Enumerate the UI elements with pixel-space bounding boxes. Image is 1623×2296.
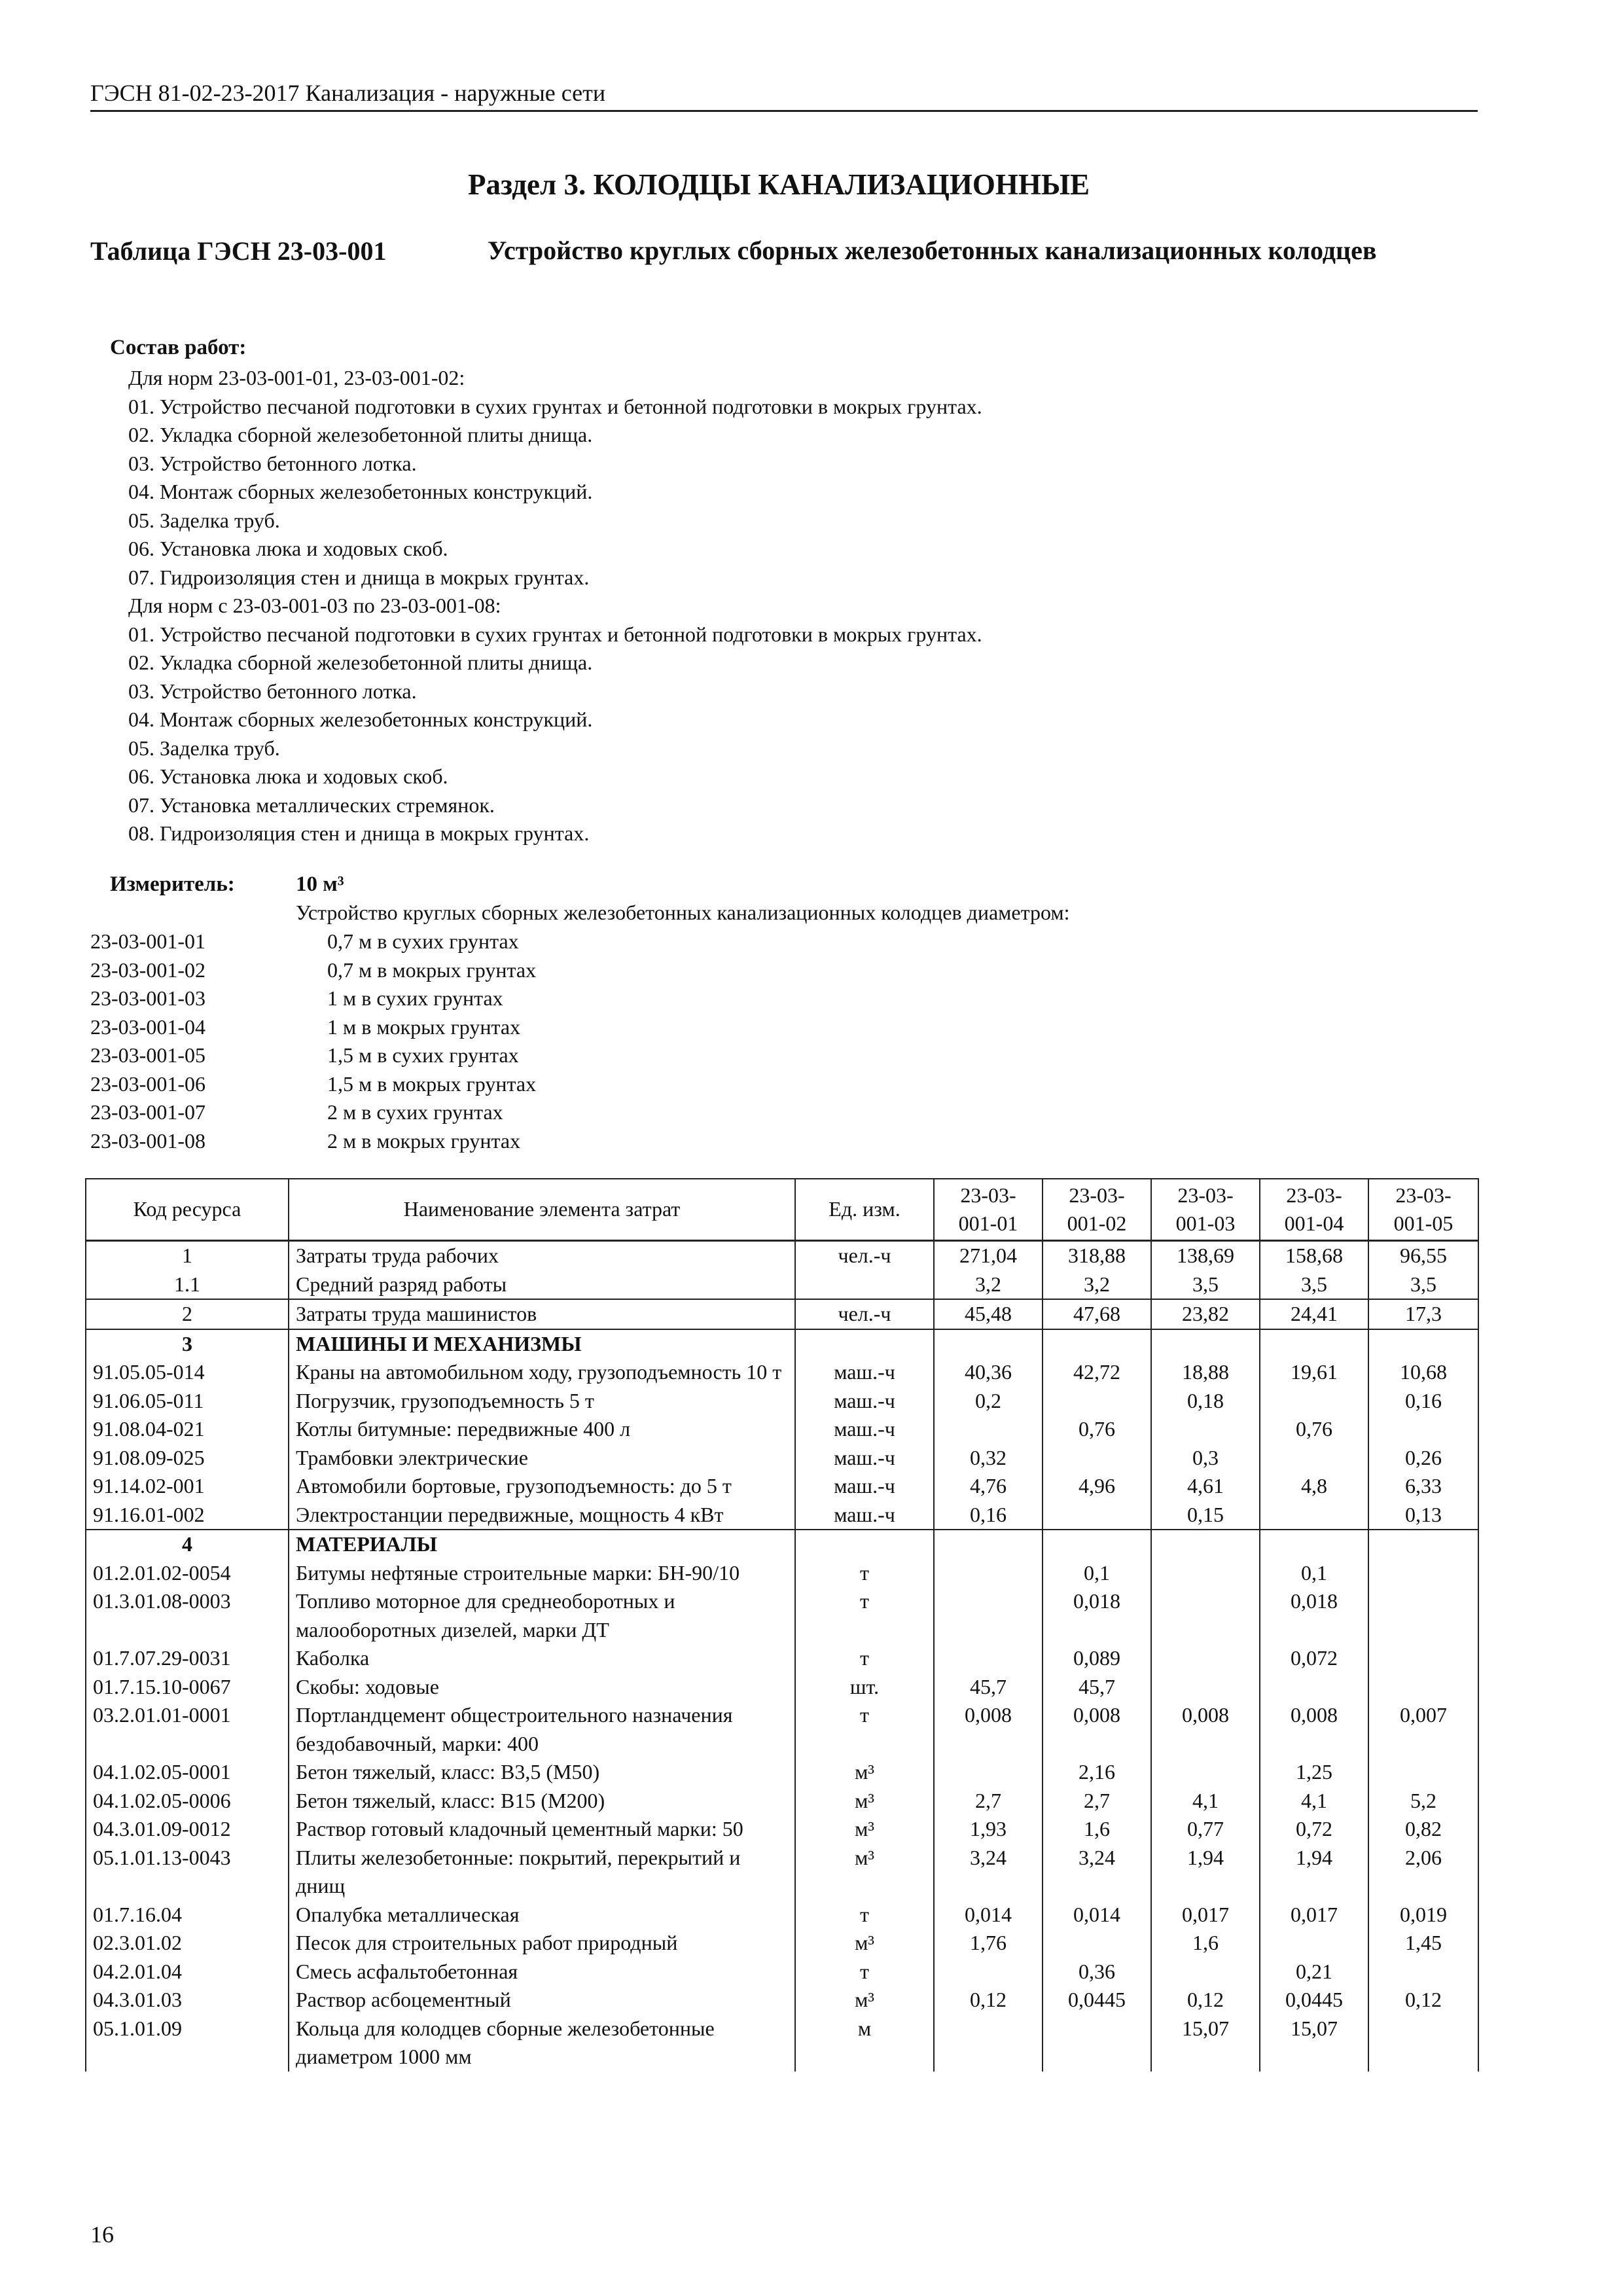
cell-value: 0,26 — [1368, 1444, 1478, 1473]
cell-value — [1368, 1559, 1478, 1588]
cell-code: 1.1 — [86, 1270, 289, 1300]
cell-value: 2,16 — [1043, 1758, 1151, 1787]
cell-value: 0,13 — [1368, 1501, 1478, 1530]
cell-value: 3,5 — [1260, 1270, 1368, 1300]
cell-name: Топливо моторное для среднеоборотных и малооборотных дизелей, марки ДТ — [289, 1587, 795, 1644]
cell-name: Портландцемент общестроительного назначения бездобавочный, марки: 400 — [289, 1701, 795, 1758]
cell-code: 02.3.01.02 — [86, 1929, 289, 1958]
running-header: ГЭСН 81-02-23-2017 Канализация - наружные сети — [90, 77, 1478, 112]
cell-value — [1368, 1530, 1478, 1559]
norm-item — [90, 984, 1137, 1013]
cell-value — [1151, 1329, 1260, 1359]
cell-value: 0,018 — [1260, 1587, 1368, 1644]
norm-description: 0,7 м в сухих грунтах — [327, 929, 519, 953]
cell-value: 0,16 — [1368, 1387, 1478, 1416]
cell-value: 1,25 — [1260, 1758, 1368, 1787]
table-row — [86, 1530, 1478, 1559]
cell-value: 2,7 — [934, 1787, 1043, 1816]
cell-value: 0,1 — [1260, 1559, 1368, 1588]
cell-code: 01.7.16.04 — [86, 1901, 289, 1929]
cell-unit: т — [795, 1701, 934, 1758]
cell-value: 0,1 — [1043, 1559, 1151, 1588]
meter-value: 10 м³ — [296, 872, 344, 896]
cell-value: 0,008 — [1151, 1701, 1260, 1758]
table-row — [86, 1701, 1478, 1758]
cell-value: 0,3 — [1151, 1444, 1260, 1473]
cell-value: 0,32 — [934, 1444, 1043, 1473]
cell-code: 91.06.05-011 — [86, 1387, 289, 1416]
cell-value: 0,014 — [1043, 1901, 1151, 1929]
cell-value: 6,33 — [1368, 1472, 1478, 1501]
cell-value — [1043, 1387, 1151, 1416]
cell-name: Каболка — [289, 1644, 795, 1673]
cell-unit: т — [795, 1644, 934, 1673]
resource-table — [85, 1178, 1479, 2072]
cell-value: 4,96 — [1043, 1472, 1151, 1501]
cell-value — [1151, 1530, 1260, 1559]
work-line: 05. Заделка труб. — [128, 736, 280, 760]
cell-code: 04.1.02.05-0006 — [86, 1787, 289, 1816]
header-norm-col — [1043, 1179, 1151, 1241]
cell-value: 0,15 — [1151, 1501, 1260, 1530]
work-composition-heading: Состав работ: — [110, 336, 247, 359]
cell-value: 10,68 — [1368, 1358, 1478, 1387]
cell-value — [1368, 1758, 1478, 1787]
norm-description: 2 м в сухих грунтах — [327, 1100, 503, 1124]
work-line: 02. Укладка сборной железобетонной плиты днища. — [128, 423, 593, 446]
work-line: 07. Гидроизоляция стен и днища в мокрых грунтах. — [128, 565, 590, 589]
table-row — [86, 1501, 1478, 1530]
header-norm-col — [1368, 1179, 1478, 1241]
cell-value: 3,24 — [934, 1844, 1043, 1901]
cell-value: 0,089 — [1043, 1644, 1151, 1673]
cell-unit: м³ — [795, 1815, 934, 1844]
cell-name: Средний разряд работы — [289, 1270, 795, 1300]
cell-value: 15,07 — [1260, 2015, 1368, 2072]
table-row — [86, 1387, 1478, 1416]
header-norm-col-line: 001-05 — [1393, 1211, 1454, 1235]
cell-code: 1 — [86, 1241, 289, 1270]
cell-value: 0,72 — [1260, 1815, 1368, 1844]
table-header-row — [86, 1179, 1478, 1241]
table-row — [86, 1758, 1478, 1787]
cell-value: 0,2 — [934, 1387, 1043, 1416]
table-row — [86, 1815, 1478, 1844]
cell-unit: чел.-ч — [795, 1241, 934, 1270]
norm-code: 23-03-001-03 — [90, 986, 205, 1010]
norm-item — [90, 927, 1137, 956]
cell-unit: маш.-ч — [795, 1415, 934, 1444]
header-norm-col-line: 001-04 — [1284, 1211, 1344, 1235]
table-name: Устройство круглых сборных железобетонных канализационных колодцев — [488, 236, 1377, 265]
table-row — [86, 1472, 1478, 1501]
cell-value: 0,21 — [1260, 1958, 1368, 1986]
cell-name: Затраты труда машинистов — [289, 1299, 795, 1329]
cell-value: 0,12 — [1368, 1986, 1478, 2015]
cell-code: 91.05.05-014 — [86, 1358, 289, 1387]
section-title: Раздел 3. КОЛОДЦЫ КАНАЛИЗАЦИОННЫЕ — [467, 168, 1090, 201]
cell-name: Раствор готовый кладочный цементный марки: 50 — [289, 1815, 795, 1844]
cell-value: 0,76 — [1043, 1415, 1151, 1444]
cell-value: 45,48 — [934, 1299, 1043, 1329]
cell-value — [934, 1559, 1043, 1588]
cell-value — [934, 1644, 1043, 1673]
work-composition-list — [128, 364, 1437, 848]
table-row — [86, 1929, 1478, 1958]
meter-description: Устройство круглых сборных железобетонных канализационных колодцев диаметром: — [296, 901, 1070, 924]
cell-value: 2,7 — [1043, 1787, 1151, 1816]
header-norm-col — [1260, 1179, 1368, 1241]
cell-value: 3,5 — [1151, 1270, 1260, 1300]
cell-value — [1368, 1329, 1478, 1359]
cell-name: Скобы: ходовые — [289, 1673, 795, 1702]
cell-unit: чел.-ч — [795, 1299, 934, 1329]
norm-code: 23-03-001-05 — [90, 1043, 205, 1067]
table-row — [86, 1958, 1478, 1986]
cell-value: 3,24 — [1043, 1844, 1151, 1901]
cell-value — [934, 1958, 1043, 1986]
cell-value: 0,77 — [1151, 1815, 1260, 1844]
cell-unit — [795, 1270, 934, 1300]
cell-value: 23,82 — [1151, 1299, 1260, 1329]
cell-value: 0,0445 — [1043, 1986, 1151, 2015]
header-norm-col-line: 001-03 — [1175, 1211, 1236, 1235]
cell-unit: маш.-ч — [795, 1501, 934, 1530]
cell-name: МАШИНЫ И МЕХАНИЗМЫ — [289, 1329, 795, 1359]
header-norm-col-line: 23-03- — [1177, 1183, 1234, 1207]
cell-value — [1260, 1530, 1368, 1559]
cell-value: 42,72 — [1043, 1358, 1151, 1387]
cell-value: 0,014 — [934, 1901, 1043, 1929]
norm-description: 1,5 м в сухих грунтах — [327, 1043, 519, 1067]
cell-value: 0,017 — [1151, 1901, 1260, 1929]
cell-value: 158,68 — [1260, 1241, 1368, 1270]
cell-value: 18,88 — [1151, 1358, 1260, 1387]
norm-description: 2 м в мокрых грунтах — [327, 1128, 521, 1153]
cell-value: 45,7 — [934, 1673, 1043, 1702]
norm-item — [90, 1070, 1137, 1099]
norm-description: 1 м в сухих грунтах — [327, 986, 503, 1010]
norm-list — [90, 927, 1137, 1155]
cell-value: 0,018 — [1043, 1587, 1151, 1644]
cell-value — [1043, 1501, 1151, 1530]
header-norm-col-line: 23-03- — [960, 1183, 1016, 1207]
cell-code: 04.2.01.04 — [86, 1958, 289, 1986]
page-number: 16 — [90, 2221, 114, 2248]
norm-code: 23-03-001-04 — [90, 1014, 205, 1039]
cell-code: 04.1.02.05-0001 — [86, 1758, 289, 1787]
work-line: 02. Укладка сборной железобетонной плиты днища. — [128, 651, 593, 674]
work-line: 05. Заделка труб. — [128, 508, 280, 532]
cell-value — [1368, 1673, 1478, 1702]
cell-name: Бетон тяжелый, класс: В3,5 (М50) — [289, 1758, 795, 1787]
cell-value — [934, 1530, 1043, 1559]
cell-name: Смесь асфальтобетонная — [289, 1958, 795, 1986]
cell-value: 47,68 — [1043, 1299, 1151, 1329]
cell-code: 91.08.04-021 — [86, 1415, 289, 1444]
table-row — [86, 1644, 1478, 1673]
table-row — [86, 1415, 1478, 1444]
work-line: 04. Монтаж сборных железобетонных конструкций. — [128, 708, 593, 731]
cell-value: 271,04 — [934, 1241, 1043, 1270]
cell-value: 19,61 — [1260, 1358, 1368, 1387]
table-row — [86, 1986, 1478, 2015]
norm-item — [90, 1098, 1137, 1127]
cell-code: 03.2.01.01-0001 — [86, 1701, 289, 1758]
table-row — [86, 2015, 1478, 2072]
cell-name: Затраты труда рабочих — [289, 1241, 795, 1270]
cell-value — [1043, 1329, 1151, 1359]
norm-code: 23-03-001-06 — [90, 1071, 205, 1096]
cell-value: 15,07 — [1151, 2015, 1260, 2072]
cell-name: Кольца для колодцев сборные железобетонные диаметром 1000 мм — [289, 2015, 795, 2072]
table-row — [86, 1270, 1478, 1300]
work-line: 03. Устройство бетонного лотка. — [128, 451, 417, 475]
cell-unit: маш.-ч — [795, 1472, 934, 1501]
cell-value — [934, 1758, 1043, 1787]
cell-unit: т — [795, 1559, 934, 1588]
cell-name: Опалубка металлическая — [289, 1901, 795, 1929]
table-row — [86, 1844, 1478, 1901]
cell-value: 0,019 — [1368, 1901, 1478, 1929]
cell-unit: маш.-ч — [795, 1444, 934, 1473]
norm-code: 23-03-001-01 — [90, 929, 205, 953]
table-row — [86, 1901, 1478, 1929]
cell-value: 1,93 — [934, 1815, 1043, 1844]
cell-value — [934, 1587, 1043, 1644]
cell-name: Битумы нефтяные строительные марки: БН-90/10 — [289, 1559, 795, 1588]
cell-value: 4,1 — [1151, 1787, 1260, 1816]
cell-value: 0,072 — [1260, 1644, 1368, 1673]
cell-name: Котлы битумные: передвижные 400 л — [289, 1415, 795, 1444]
cell-value — [1260, 1929, 1368, 1958]
cell-value: 1,76 — [934, 1929, 1043, 1958]
cell-code: 01.7.07.29-0031 — [86, 1644, 289, 1673]
norm-code: 23-03-001-07 — [90, 1100, 205, 1124]
cell-value — [1151, 1958, 1260, 1986]
header-code: Код ресурса — [86, 1179, 289, 1241]
cell-unit: м³ — [795, 1986, 934, 2015]
work-line: 06. Установка люка и ходовых скоб. — [128, 764, 448, 788]
cell-code: 01.3.01.08-0003 — [86, 1587, 289, 1644]
norm-description: 1,5 м в мокрых грунтах — [327, 1071, 537, 1096]
cell-value: 3,5 — [1368, 1270, 1478, 1300]
cell-unit: м³ — [795, 1929, 934, 1958]
cell-name: Песок для строительных работ природный — [289, 1929, 795, 1958]
cell-name: Плиты железобетонные: покрытий, перекрытий и днищ — [289, 1844, 795, 1901]
cell-code: 04.3.01.09-0012 — [86, 1815, 289, 1844]
cell-unit: м — [795, 2015, 934, 2072]
cell-name: Электростанции передвижные, мощность 4 кВт — [289, 1501, 795, 1530]
cell-value — [1260, 1501, 1368, 1530]
header-norm-col-line: 001-02 — [1067, 1211, 1127, 1235]
cell-value — [1368, 1958, 1478, 1986]
cell-code: 05.1.01.09 — [86, 2015, 289, 2072]
cell-value — [1151, 1673, 1260, 1702]
cell-code: 05.1.01.13-0043 — [86, 1844, 289, 1901]
cell-code: 91.08.09-025 — [86, 1444, 289, 1473]
cell-value: 40,36 — [934, 1358, 1043, 1387]
norm-description: 1 м в мокрых грунтах — [327, 1014, 521, 1039]
cell-value: 0,12 — [934, 1986, 1043, 2015]
header-norm-col-line: 001-01 — [958, 1211, 1018, 1235]
cell-name: Краны на автомобильном ходу, грузоподъемность 10 т — [289, 1358, 795, 1387]
cell-value: 4,61 — [1151, 1472, 1260, 1501]
cell-value — [934, 2015, 1043, 2072]
work-line: Для норм с 23-03-001-03 по 23-03-001-08: — [128, 594, 501, 617]
cell-value: 1,6 — [1151, 1929, 1260, 1958]
cell-value: 24,41 — [1260, 1299, 1368, 1329]
cell-name: МАТЕРИАЛЫ — [289, 1530, 795, 1559]
norm-item — [90, 1127, 1137, 1156]
cell-code: 01.7.15.10-0067 — [86, 1673, 289, 1702]
header-unit: Ед. изм. — [795, 1179, 934, 1241]
cell-unit: м³ — [795, 1758, 934, 1787]
table-body — [86, 1241, 1478, 2072]
header-norm-col-line: 23-03- — [1069, 1183, 1125, 1207]
table-row — [86, 1559, 1478, 1588]
cell-value: 3,2 — [1043, 1270, 1151, 1300]
norm-item — [90, 1013, 1137, 1042]
cell-value — [1368, 1587, 1478, 1644]
cell-value — [1043, 2015, 1151, 2072]
cell-value: 0,0445 — [1260, 1986, 1368, 2015]
cell-name: Автомобили бортовые, грузоподъемность: до 5 т — [289, 1472, 795, 1501]
cell-unit: маш.-ч — [795, 1358, 934, 1387]
cell-value: 1,94 — [1151, 1844, 1260, 1901]
cell-value: 0,16 — [934, 1501, 1043, 1530]
cell-unit: м³ — [795, 1844, 934, 1901]
cell-value: 4,1 — [1260, 1787, 1368, 1816]
cell-value — [1368, 1415, 1478, 1444]
cell-value: 1,45 — [1368, 1929, 1478, 1958]
cell-code: 04.3.01.03 — [86, 1986, 289, 2015]
cell-value — [1151, 1758, 1260, 1787]
cell-value: 17,3 — [1368, 1299, 1478, 1329]
cell-name: Погрузчик, грузоподъемность 5 т — [289, 1387, 795, 1416]
table-row — [86, 1329, 1478, 1359]
header-norm-col-line: 23-03- — [1286, 1183, 1342, 1207]
cell-value — [1151, 1587, 1260, 1644]
cell-value: 0,36 — [1043, 1958, 1151, 1986]
cell-value: 0,008 — [1260, 1701, 1368, 1758]
work-line: 01. Устройство песчаной подготовки в сухих грунтах и бетонной подготовки в мокрых грунтах. — [128, 622, 982, 646]
work-line: 08. Гидроизоляция стен и днища в мокрых грунтах. — [128, 821, 590, 845]
cell-unit — [795, 1329, 934, 1359]
work-line: 03. Устройство бетонного лотка. — [128, 679, 417, 703]
cell-value — [1043, 1444, 1151, 1473]
cell-value — [934, 1329, 1043, 1359]
cell-code: 2 — [86, 1299, 289, 1329]
cell-value — [1368, 1644, 1478, 1673]
work-line: Для норм 23-03-001-01, 23-03-001-02: — [128, 366, 465, 389]
norm-code: 23-03-001-02 — [90, 958, 205, 982]
cell-unit: т — [795, 1958, 934, 1986]
norm-item — [90, 1041, 1137, 1070]
cell-value — [1260, 1387, 1368, 1416]
cell-value: 0,76 — [1260, 1415, 1368, 1444]
table-row — [86, 1444, 1478, 1473]
table-row — [86, 1358, 1478, 1387]
cell-value — [1260, 1673, 1368, 1702]
cell-value — [1151, 1415, 1260, 1444]
work-line: 01. Устройство песчаной подготовки в сухих грунтах и бетонной подготовки в мокрых грунтах. — [128, 394, 982, 418]
table-row — [86, 1787, 1478, 1816]
cell-value: 3,2 — [934, 1270, 1043, 1300]
header-norm-col — [934, 1179, 1043, 1241]
cell-unit — [795, 1530, 934, 1559]
cell-value: 138,69 — [1151, 1241, 1260, 1270]
work-line: 07. Установка металлических стремянок. — [128, 793, 495, 817]
header-name: Наименование элемента затрат — [289, 1179, 795, 1241]
cell-value: 0,007 — [1368, 1701, 1478, 1758]
cell-value — [1151, 1559, 1260, 1588]
cell-code: 4 — [86, 1530, 289, 1559]
cell-unit: шт. — [795, 1673, 934, 1702]
cell-value — [934, 1415, 1043, 1444]
cell-unit: т — [795, 1587, 934, 1644]
norm-code: 23-03-001-08 — [90, 1128, 205, 1153]
cell-value: 1,6 — [1043, 1815, 1151, 1844]
cell-value: 45,7 — [1043, 1673, 1151, 1702]
cell-value: 2,06 — [1368, 1844, 1478, 1901]
cell-value: 0,12 — [1151, 1986, 1260, 2015]
norm-description: 0,7 м в мокрых грунтах — [327, 958, 537, 982]
cell-name: Бетон тяжелый, класс: В15 (М200) — [289, 1787, 795, 1816]
cell-value — [1260, 1329, 1368, 1359]
cell-value: 0,017 — [1260, 1901, 1368, 1929]
cell-name: Трамбовки электрические — [289, 1444, 795, 1473]
cell-unit: м³ — [795, 1787, 934, 1816]
cell-code: 3 — [86, 1329, 289, 1359]
cell-name: Раствор асбоцементный — [289, 1986, 795, 2015]
table-row — [86, 1673, 1478, 1702]
cell-value — [1043, 1530, 1151, 1559]
cell-code: 91.14.02-001 — [86, 1472, 289, 1501]
cell-unit: т — [795, 1901, 934, 1929]
work-line: 06. Установка люка и ходовых скоб. — [128, 537, 448, 560]
header-norm-col-line: 23-03- — [1395, 1183, 1452, 1207]
norm-item — [90, 956, 1137, 985]
header-norm-col — [1151, 1179, 1260, 1241]
meter-label: Измеритель: — [110, 872, 235, 896]
cell-value — [1151, 1644, 1260, 1673]
table-row — [86, 1241, 1478, 1270]
cell-value: 0,008 — [934, 1701, 1043, 1758]
cell-value: 1,94 — [1260, 1844, 1368, 1901]
table-row — [86, 1587, 1478, 1644]
work-line: 04. Монтаж сборных железобетонных конструкций. — [128, 480, 593, 503]
cell-value: 0,18 — [1151, 1387, 1260, 1416]
cell-value: 318,88 — [1043, 1241, 1151, 1270]
cell-code: 01.2.01.02-0054 — [86, 1559, 289, 1588]
cell-value: 96,55 — [1368, 1241, 1478, 1270]
table-id: Таблица ГЭСН 23-03-001 — [90, 236, 387, 266]
cell-value — [1043, 1929, 1151, 1958]
cell-value — [1368, 2015, 1478, 2072]
cell-unit: маш.-ч — [795, 1387, 934, 1416]
cell-value: 5,2 — [1368, 1787, 1478, 1816]
cell-code: 91.16.01-002 — [86, 1501, 289, 1530]
cell-value — [1260, 1444, 1368, 1473]
cell-value: 4,8 — [1260, 1472, 1368, 1501]
table-row — [86, 1299, 1478, 1329]
cell-value: 0,82 — [1368, 1815, 1478, 1844]
cell-value: 0,008 — [1043, 1701, 1151, 1758]
cell-value: 4,76 — [934, 1472, 1043, 1501]
